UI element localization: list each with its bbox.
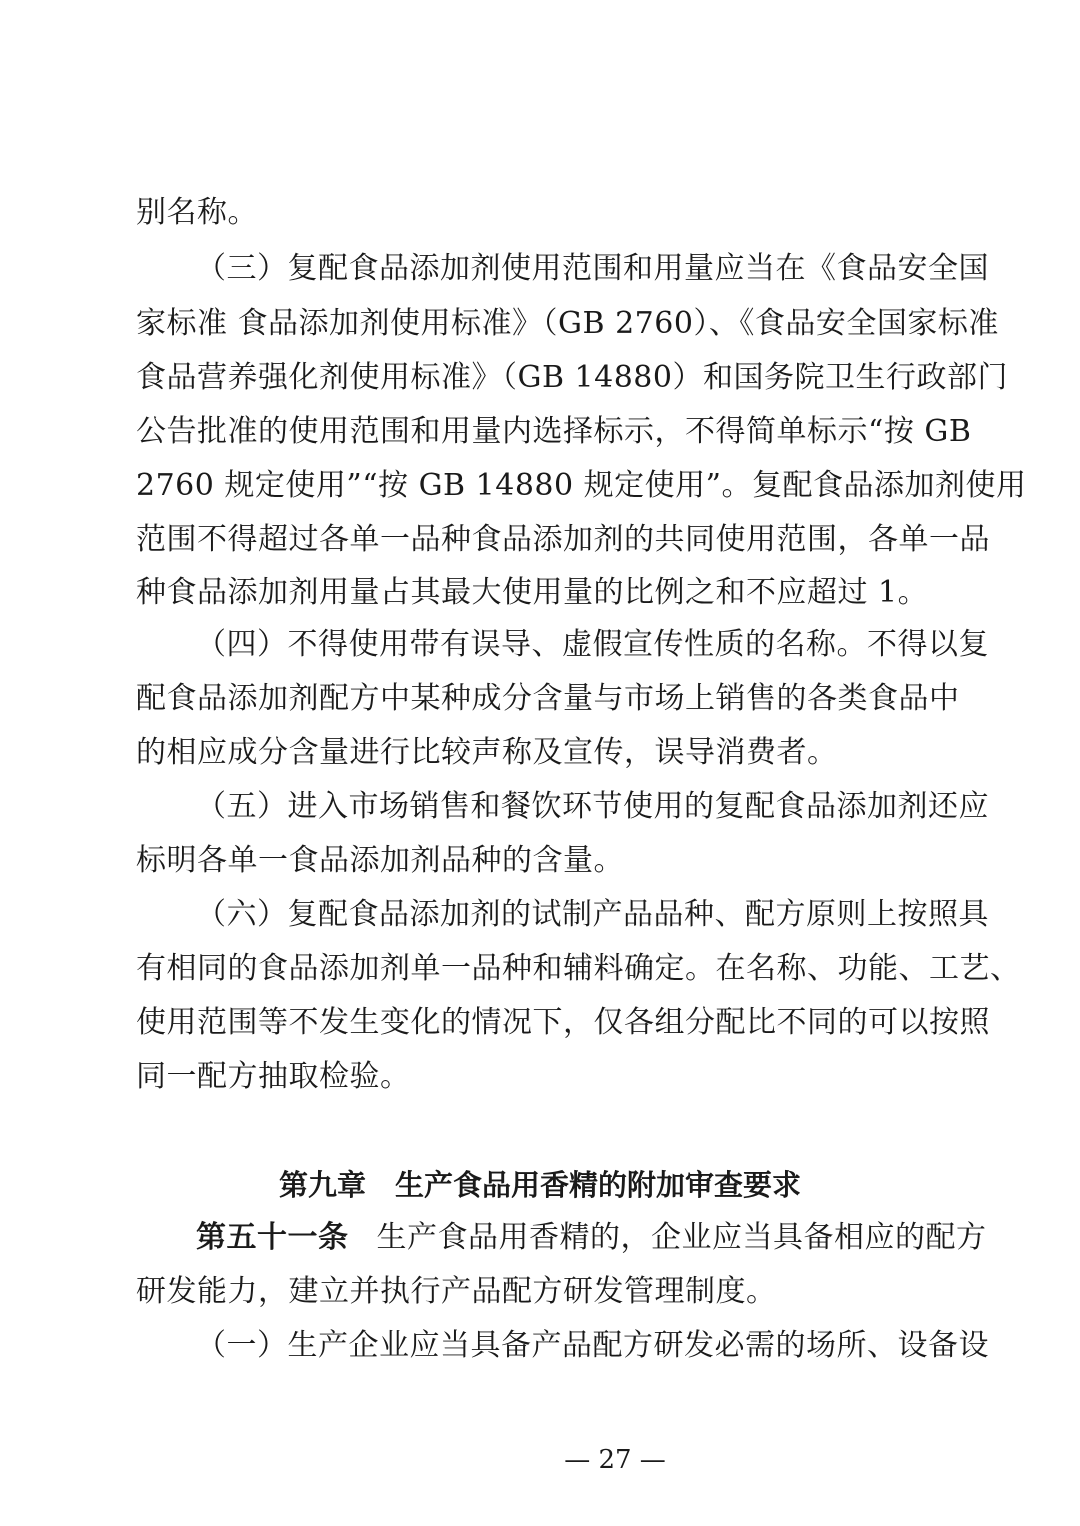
article-text: 生产食品用香精的，企业应当具备相应的配方 [376, 1220, 987, 1255]
paragraph-line: 标明各单一食品添加剂品种的含量。 [136, 843, 624, 878]
paragraph-line: 种食品添加剂用量占其最大使用量的比例之和不应超过 1。 [136, 575, 929, 610]
paragraph-line: （四）不得使用带有误导、虚假宣传性质的名称。不得以复 [196, 627, 989, 662]
paragraph-line: （一）生产企业应当具备产品配方研发必需的场所、设备设 [196, 1328, 989, 1363]
paragraph-line: （三）复配食品添加剂使用范围和用量应当在《食品安全国 [196, 251, 989, 286]
paragraph-line: （六）复配食品添加剂的试制产品品种、配方原则上按照具 [196, 897, 989, 932]
paragraph-line: 范围不得超过各单一品种食品添加剂的共同使用范围，各单一品 [136, 522, 990, 557]
paragraph-line: 家标准 食品添加剂使用标准》（GB 2760）、《食品安全国家标准 [136, 306, 999, 341]
paragraph-line: 同一配方抽取检验。 [136, 1059, 411, 1094]
paragraph-line: 有相同的食品添加剂单一品种和辅料确定。在名称、功能、工艺、 [136, 951, 1021, 986]
paragraph-line: 食品营养强化剂使用标准》（GB 14880）和国务院卫生行政部门 [136, 360, 1008, 395]
paragraph-line: 公告批准的使用范围和用量内选择标示，不得简单标示“按 GB [136, 414, 972, 449]
chapter-heading: 第九章 生产食品用香精的附加审查要求 [278, 1168, 801, 1202]
page-number: — 27 — [564, 1445, 666, 1475]
paragraph-line: 配食品添加剂配方中某种成分含量与市场上销售的各类食品中 [136, 681, 960, 716]
paragraph-line: 别名称。 [136, 195, 258, 230]
paragraph-line: 2760 规定使用”“按 GB 14880 规定使用”。复配食品添加剂使用 [136, 468, 1027, 503]
paragraph-line: 的相应成分含量进行比较声称及宣传，误导消费者。 [136, 735, 838, 770]
paragraph-line: （五）进入市场销售和餐饮环节使用的复配食品添加剂还应 [196, 789, 989, 824]
article-first-line [196, 1211, 987, 1265]
paragraph-line: 使用范围等不发生变化的情况下，仅各组分配比不同的可以按照 [136, 1005, 990, 1040]
paragraph-line: 研发能力，建立并执行产品配方研发管理制度。 [136, 1274, 777, 1309]
article-title: 第五十一条 [196, 1220, 349, 1255]
